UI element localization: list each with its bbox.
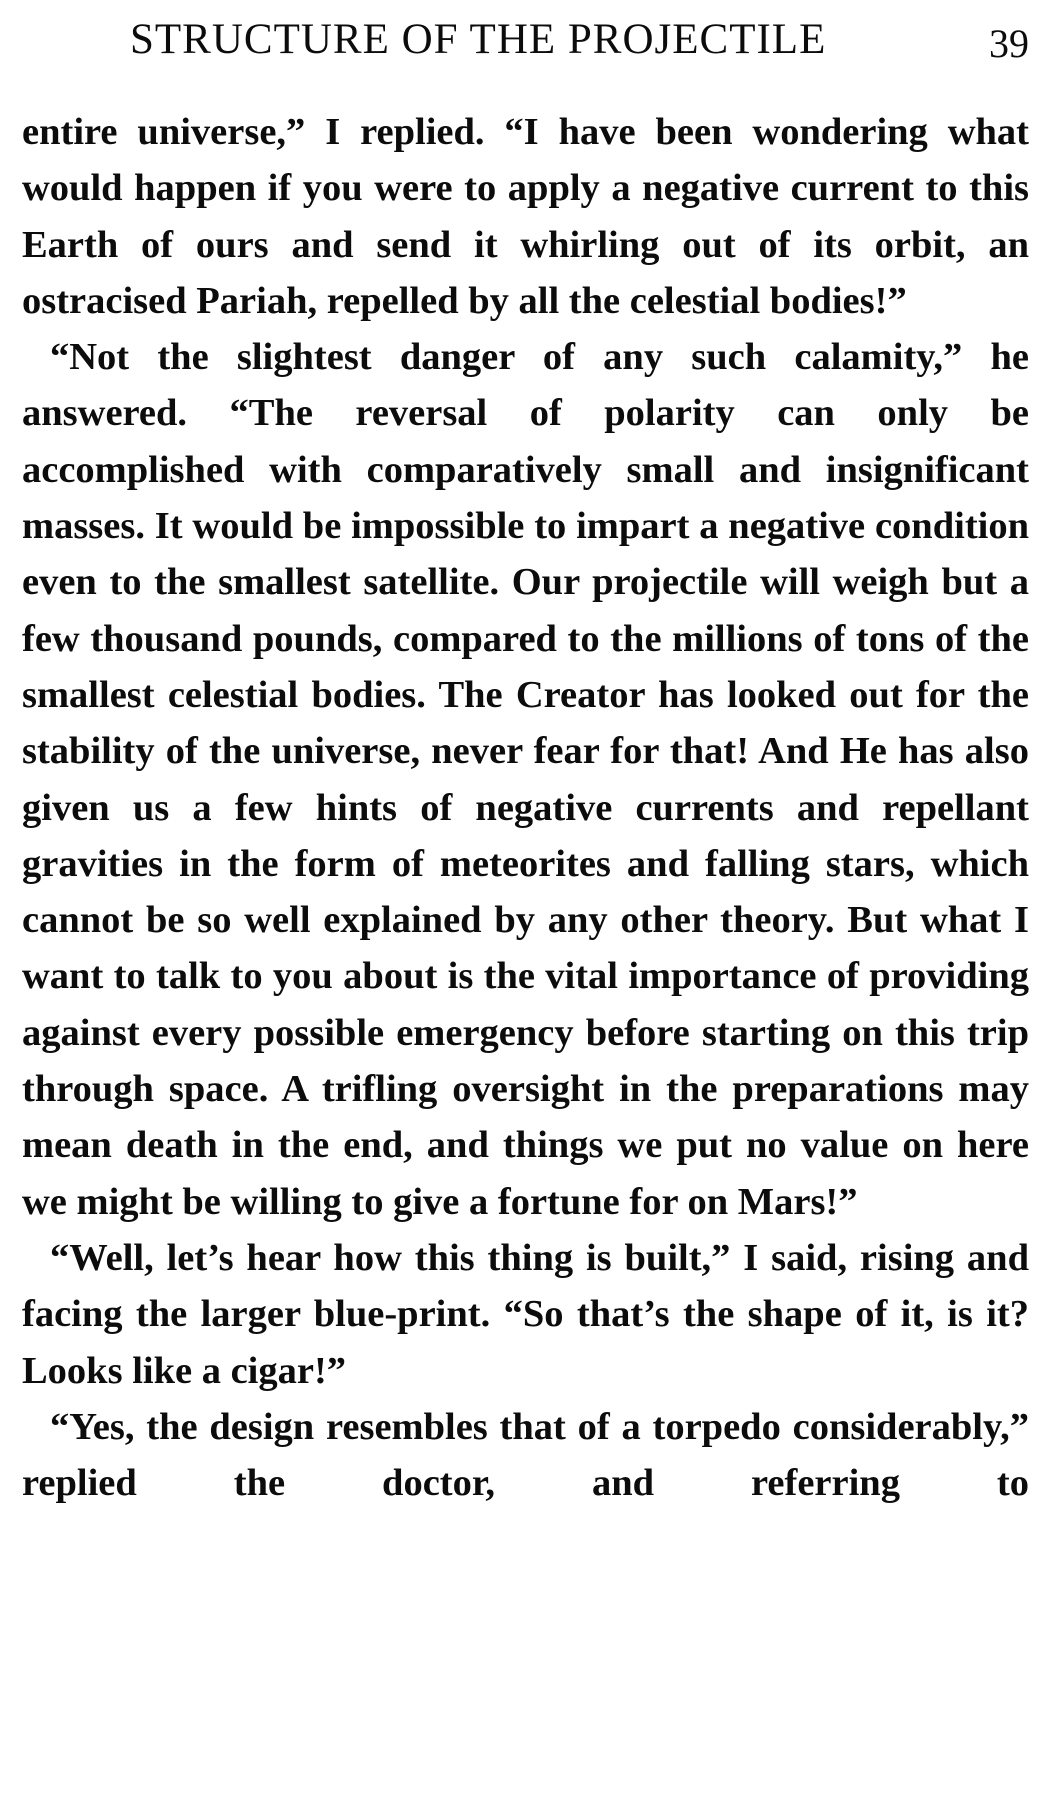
paragraph: “Not the slightest danger of any such calamity,” he answered. “The reversal of polarity can only be accomplished with comparatively small and insignificant masses. It would be impossible to impart a negative condition even to the smallest satellite. Our projectile will weigh but a few thousand pounds, compared to the millions of tons of the smallest celestial bodies. The Creator has looked out for the stability of the universe, never fear for that! And He has also given us a few hints of negative currents and repellant gravities in the form of meteorites and falling stars, which cannot be so well explained by any other theory. But what I want to talk to you about is the vital importance of providing against every possible emergency before starting on this trip through space. A trifling oversight in the preparations may mean death in the end, and things we put no value on here we might be willing to give a fortune for on Mars!” (22, 336, 1029, 1223)
running-title: STRUCTURE OF THE PROJECTILE (130, 16, 827, 63)
paragraph-continues: “Yes, the design resembles that of a torpedo considerably,” replied the doctor, and referring to (22, 1405, 1029, 1505)
paragraph: “Well, let’s hear how this thing is built,” I said, rising and facing the larger blue-print. “So that’s the shape of it, is it? Looks like a cigar!” (22, 1236, 1029, 1392)
book-page (22, 0, 1029, 1806)
paragraph-continued: entire universe,” I replied. “I have been wondering what would happen if you were to apply a negative current to this Earth of ours and send it whirling out of its orbit, an ostracised Pariah, repelled by all the celestial bodies!” (22, 111, 1029, 322)
page-number: 39 (989, 21, 1029, 66)
body-text (22, 104, 1029, 1511)
page-header (22, 14, 1029, 74)
